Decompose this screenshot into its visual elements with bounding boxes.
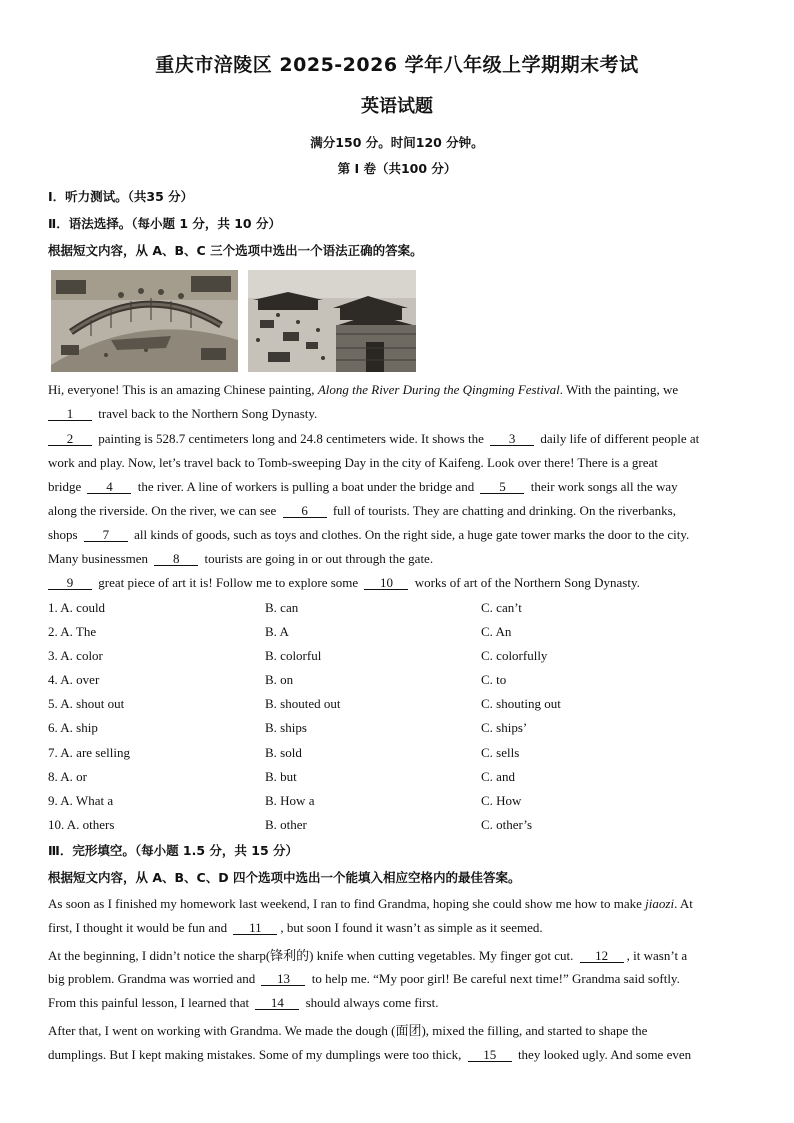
option-a[interactable]: 4. A. over [48, 672, 100, 687]
option-b[interactable]: B. can [265, 600, 299, 615]
passage-line: 2 painting is 528.7 centimeters long and 24.8 centimeters wide. It shows the 3 daily life of different people at [48, 431, 750, 447]
option-a[interactable]: 6. A. ship [48, 720, 98, 735]
option-a[interactable]: 1. A. could [48, 600, 106, 615]
option-a[interactable]: 3. A. color [48, 648, 103, 663]
option-a[interactable]: 9. A. What a [48, 793, 114, 808]
option-b[interactable]: B. colorful [265, 648, 322, 663]
volume-line: 第 I 卷（共100 分） [337, 161, 457, 176]
blank-15: 15 [468, 1048, 512, 1062]
option-c[interactable]: C. An [481, 624, 512, 639]
option-a[interactable]: 10. A. others [48, 817, 115, 832]
option-b[interactable]: B. other [265, 817, 307, 832]
blank-5: 5 [480, 480, 524, 494]
passage-line: After that, I went on working with Grandma. We made the dough (面团), mixed the filling, and started to shape the [48, 1023, 648, 1038]
blank-10: 10 [364, 576, 408, 590]
passage-line: big problem. Grandma was worried and 13 to help me. “My poor girl! Be careful next time!” Grandma said softly. [48, 971, 680, 986]
option-a[interactable]: 7. A. are selling [48, 745, 130, 760]
painting-gate-tower-image [248, 270, 416, 372]
painting-bridge-image [51, 270, 238, 372]
section3-heading: Ⅲ．完形填空。（每小题 1.5 分，共 15 分） [48, 843, 299, 858]
blank-14: 14 [255, 996, 299, 1010]
passage-line: Many businessmen 8 tourists are going in or out through the gate. [48, 551, 434, 566]
option-a[interactable]: 8. A. or [48, 769, 87, 784]
section3-instruction: 根据短文内容，从 A、B、C、D 四个选项中选出一个能填入相应空格内的最佳答案。 [48, 870, 521, 885]
option-c[interactable]: C. can’t [481, 600, 522, 615]
passage-line: shops 7 all kinds of goods, such as toys and clothes. On the right side, a huge gate tower marks the door to the city. [48, 527, 690, 542]
blank-11: 11 [233, 921, 277, 935]
section2-instruction: 根据短文内容，从 A、B、C 三个选项中选出一个语法正确的答案。 [48, 243, 423, 258]
option-b[interactable]: B. shouted out [265, 696, 341, 711]
option-a[interactable]: 2. A. The [48, 624, 97, 639]
blank-6: 6 [283, 504, 327, 518]
exam-title: 重庆市涪陵区 2025-2026 学年八年级上学期期末考试 [155, 54, 639, 76]
option-c[interactable]: C. sells [481, 745, 520, 760]
section1-heading: Ⅰ．听力测试。（共35 分） [48, 189, 194, 204]
option-b[interactable]: B. A [265, 624, 289, 639]
option-b[interactable]: B. but [265, 769, 297, 784]
blank-3: 3 [490, 432, 534, 446]
option-b[interactable]: B. ships [265, 720, 307, 735]
passage-line: first, I thought it would be fun and 11 , but soon I found it wasn’t as simple as it seemed. [48, 920, 543, 935]
blank-9: 9 [48, 576, 92, 590]
score-time-line: 满分150 分。时间120 分钟。 [310, 135, 484, 150]
passage-line: along the riverside. On the river, we can see 6 full of tourists. They are chatting and drinking. On the riverbanks, [48, 503, 676, 518]
blank-4: 4 [87, 480, 131, 494]
passage-line: work and play. Now, let’s travel back to Tomb-sweeping Day in the city of Kaifeng. Look over there! There is a great [48, 455, 658, 470]
section2-heading: Ⅱ．语法选择。（每小题 1 分，共 10 分） [48, 216, 281, 231]
painting-title: Along the River During the Qingming Festival [317, 382, 560, 397]
option-c[interactable]: C. other’s [481, 817, 533, 832]
option-a[interactable]: 5. A. shout out [48, 696, 125, 711]
passage-line: Hi, everyone! This is an amazing Chinese painting, Along the River During the Qingming Festival. With the painting, we [48, 382, 679, 397]
blank-7: 7 [84, 528, 128, 542]
option-c[interactable]: C. ships’ [481, 720, 528, 735]
option-c[interactable]: C. to [481, 672, 507, 687]
blank-1: 1 [48, 407, 92, 421]
passage-line: 1 travel back to the Northern Song Dynasty. [48, 406, 750, 422]
blank-13: 13 [261, 972, 305, 986]
option-c[interactable]: C. and [481, 769, 515, 784]
option-b[interactable]: B. How a [265, 793, 315, 808]
option-c[interactable]: C. How [481, 793, 522, 808]
passage-line: bridge 4 the river. A line of workers is pulling a boat under the bridge and 5 their work songs all the way [48, 479, 678, 494]
blank-8: 8 [154, 552, 198, 566]
exam-subtitle: 英语试题 [361, 96, 433, 117]
passage-line: At the beginning, I didn’t notice the sharp(锋利的) knife when cutting vegetables. My finger got cut. 12 , it wasn’t a [48, 948, 688, 963]
passage-line: As soon as I finished my homework last weekend, I ran to find Grandma, hoping she could show me how to make jiaozi. At [48, 896, 693, 911]
passage-line: dumplings. But I kept making mistakes. Some of my dumplings were too thick, 15 they looked ugly. And some even [48, 1047, 692, 1062]
blank-12: 12 [580, 949, 624, 963]
option-c[interactable]: C. shouting out [481, 696, 561, 711]
passage-line: From this painful lesson, I learned that 14 should always come first. [48, 995, 439, 1010]
blank-2: 2 [48, 432, 92, 446]
option-b[interactable]: B. sold [265, 745, 302, 760]
option-c[interactable]: C. colorfully [481, 648, 548, 663]
option-b[interactable]: B. on [265, 672, 294, 687]
passage-line: 9 great piece of art it is! Follow me to explore some 10 works of art of the Northern Song Dynasty. [48, 575, 750, 591]
